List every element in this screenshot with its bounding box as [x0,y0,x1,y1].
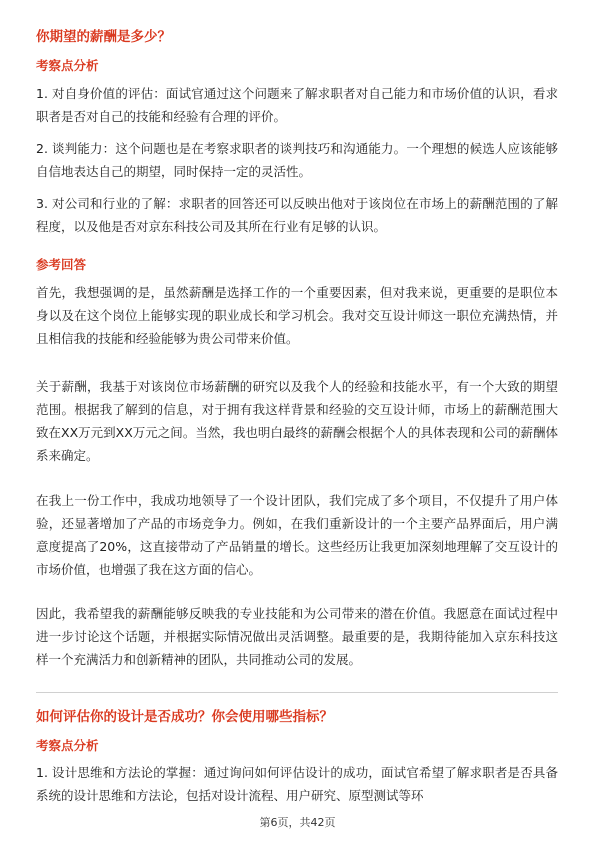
analysis-point-design-1: 1. 设计思维和方法论的掌握：通过询问如何评估设计的成功，面试官希望了解求职者是否具备系统的设计思维和方法论，包括对设计流程、用户研究、原型测试等环 [36,765,558,803]
answer-heading: 参考回答 [36,257,87,272]
question-title-salary: 你期望的薪酬是多少？ [36,29,171,45]
answer-paragraph-4: 因此，我希望我的薪酬能够反映我的专业技能和为公司带来的潜在价值。我愿意在面试过程中进一步讨论这个话题，并根据实际情况做出灵活调整。最重要的是，我期待能加入京东科技这样一个充满活力和创新精神的团队，共同推动公司的发展。 [36,606,558,667]
analysis-heading-1: 考察点分析 [36,58,99,73]
section-divider [36,692,558,693]
analysis-point-2: 2. 谈判能力：这个问题也是在考察求职者的谈判技巧和沟通能力。一个理想的候选人应该能够自信地表达自己的期望，同时保持一定的灵活性。 [36,141,558,179]
analysis-heading-2: 考察点分析 [36,738,99,753]
analysis-point-1: 1. 对自身价值的评估：面试官通过这个问题来了解求职者对自己能力和市场价值的认识，看求职者是否对自己的技能和经验有合理的评价。 [36,86,558,124]
analysis-point-3: 3. 对公司和行业的了解：求职者的回答还可以反映出他对于该岗位在市场上的薪酬范围的了解程度，以及他是否对京东科技公司及其所在行业有足够的认识。 [36,196,558,234]
answer-paragraph-2: 关于薪酬，我基于对该岗位市场薪酬的研究以及我个人的经验和技能水平，有一个大致的期望范围。根据我了解到的信息，对于拥有我这样背景和经验的交互设计师，市场上的薪酬范围大致在XX万元到XX万元之间。当然，我也明白最终的薪酬会根据个人的具体表现和公司的薪酬体系来确定。 [36,379,558,463]
answer-paragraph-1: 首先，我想强调的是，虽然薪酬是选择工作的一个重要因素，但对我来说，更重要的是职位本身以及在这个岗位上能够实现的职业成长和学习机会。我对交互设计师这一职位充满热情，并且相信我的技能和经验能够为贵公司带来价值。 [36,285,558,346]
answer-paragraph-3: 在我上一份工作中，我成功地领导了一个设计团队，我们完成了多个项目，不仅提升了用户体验，还显著增加了产品的市场竞争力。例如，在我们重新设计的一个主要产品界面后，用户满意度提高了20%，这直接带动了产品销量的增长。这些经历让我更加深刻地理解了交互设计的市场价值，也增强了我在这方面的信心。 [36,493,558,577]
page-number: 第6页，共42页 [259,816,336,829]
question-title-design-evaluation: 如何评估你的设计是否成功？你会使用哪些指标？ [36,709,333,725]
